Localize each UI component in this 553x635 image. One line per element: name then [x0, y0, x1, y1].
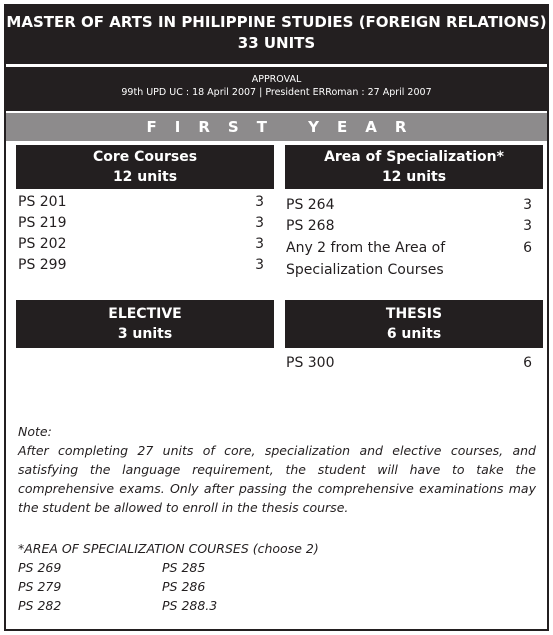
program-units: 33 UNITS — [237, 34, 316, 52]
note-label: Note: — [18, 424, 52, 439]
title-bar — [6, 6, 547, 64]
core-courses-units: 12 units — [112, 169, 178, 185]
course-row: PS 201 3 — [18, 194, 264, 210]
approval-label: APPROVAL — [251, 74, 302, 85]
course-row: PS 299 3 — [18, 257, 264, 273]
aos-course: PS 285 — [162, 560, 206, 575]
note-text: After completing 27 units of core, specialization and elective courses, and satisfying the language requirement, the student will have to take the comprehensive exams. Only after passing the comprehensive examinations may the student be allowed to enroll in the thesis course. — [18, 443, 536, 515]
program-title: MASTER OF ARTS IN PHILIPPINE STUDIES (FOREIGN RELATIONS) — [6, 13, 547, 31]
course-row: PS 202 3 — [18, 236, 264, 252]
course-row: Any 2 from the Area of Specialization Courses 6 — [286, 240, 532, 278]
specialization-header — [285, 145, 543, 189]
elective-title: ELECTIVE — [108, 306, 182, 322]
thesis-header — [285, 300, 543, 348]
specialization-units: 12 units — [381, 169, 447, 185]
approval-detail: 99th UPD UC : 18 April 2007 | President ERRoman : 27 April 2007 — [121, 87, 432, 98]
aos-course: PS 279 — [18, 579, 62, 594]
aos-course-block — [18, 539, 536, 615]
thesis-units: 6 units — [386, 326, 442, 342]
thesis-course-list — [286, 353, 532, 374]
thesis-title: THESIS — [385, 306, 443, 322]
specialization-title: Area of Specialization* — [324, 149, 504, 165]
aos-course: PS 286 — [162, 579, 206, 594]
approval-bar — [6, 67, 547, 111]
aos-course: PS 288.3 — [162, 598, 218, 613]
elective-units: 3 units — [117, 326, 173, 342]
course-row: PS 300 6 — [286, 355, 532, 371]
specialization-course-list — [286, 195, 532, 281]
course-row: PS 268 3 — [286, 218, 532, 234]
aos-course: PS 269 — [18, 560, 62, 575]
aos-course-grid — [18, 558, 536, 615]
course-row: PS 219 3 — [18, 215, 264, 231]
curriculum-document — [4, 4, 549, 631]
course-row: PS 264 3 — [286, 197, 532, 213]
elective-header — [16, 300, 274, 348]
core-courses-title: Core Courses — [92, 149, 198, 165]
aos-title: *AREA OF SPECIALIZATION COURSES (choose 2) — [18, 541, 319, 556]
note-block — [18, 422, 536, 517]
core-course-list — [18, 192, 264, 276]
core-courses-header — [16, 145, 274, 189]
aos-course: PS 282 — [18, 598, 62, 613]
year-bar: FIRST YEAR — [6, 113, 547, 141]
